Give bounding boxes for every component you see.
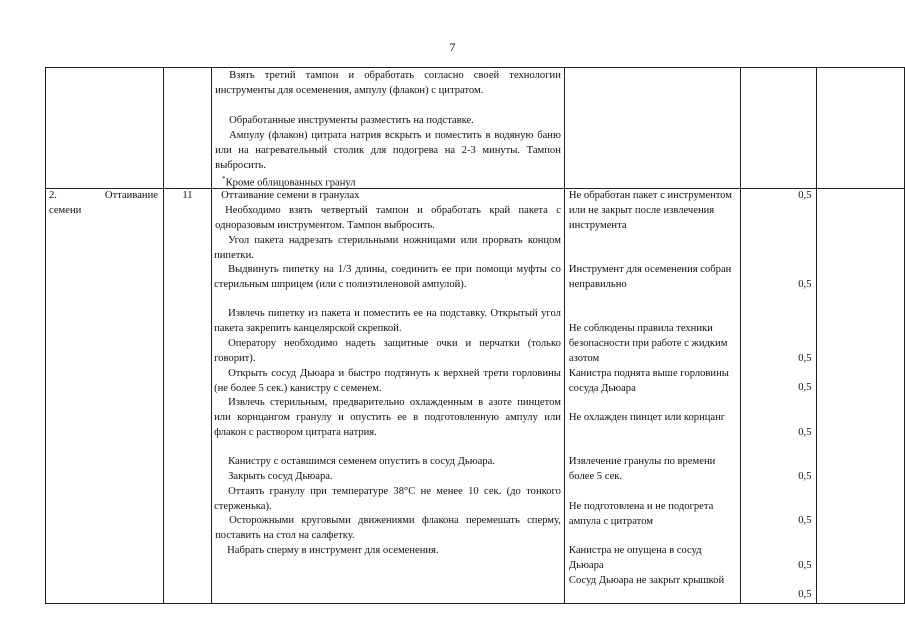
action-paragraph: Оттаять гранулу при температуре 38°С не менее 10 сек. (до тонкого стерженька). [214, 486, 561, 512]
action-paragraph: Оператору необходимо надеть защитные очки и перчатки (только говорит). [214, 338, 561, 364]
action-paragraph: Извлечь стерильным, предварительно охлажденным в азоте пинцетом или корнцангом гранулу и опустить ее в подготовленную ампулу или флакон с раствором цитрата натрия. [214, 397, 561, 438]
action-paragraph: Угол пакета надрезать стерильными ножницами или прорвать концом пипетки. [214, 235, 561, 261]
table-row-continuation [46, 68, 905, 189]
action-paragraph: Набрать сперму в инструмент для осеменения. [227, 545, 439, 556]
error-item: Инструмент для осеменения собран неправильно [568, 264, 732, 290]
actions-cell [212, 189, 565, 604]
step-title-word: семени [49, 205, 82, 216]
duration-cell [163, 189, 211, 604]
footnote-text: Кроме облицованных гранул [225, 177, 356, 189]
action-paragraph: Извлечь пипетку из пакета и поместить ее на подставку. Открытый угол пакета закрепить канцелярской скрепкой. [214, 308, 561, 334]
step-title [49, 189, 158, 216]
action-paragraph: Канистру с оставшимся семенем опустить в сосуд Дьюара. [228, 456, 495, 467]
page-number: 7 [449, 40, 456, 54]
step-number: 2. [49, 190, 57, 201]
errors-cell-empty [564, 68, 740, 189]
step-cell-empty [46, 68, 164, 189]
score-value: 0,5 [798, 471, 812, 482]
score-value: 0,5 [798, 190, 812, 201]
step-cell [46, 189, 164, 604]
error-item: Канистра не опущена в сосуд Дьюара [568, 545, 702, 571]
score-value: 0,5 [798, 353, 812, 364]
errors-cell [564, 189, 740, 604]
score-value: 0,5 [798, 560, 812, 571]
error-item: Не охлажден пинцет или корнцанг [568, 412, 726, 423]
actions-cell-continuation [212, 68, 565, 189]
score-value: 0,5 [798, 279, 812, 290]
error-item: Канистра поднята выше горловины сосуда Дьюара [568, 368, 729, 394]
score-value: 0,5 [798, 382, 812, 393]
footnote-mark: * [222, 175, 226, 183]
extra-cell-empty [816, 68, 905, 189]
action-paragraph: Обработанные инструменты разместить на подставке. [229, 115, 474, 126]
action-paragraph: Закрыть сосуд Дьюара. [228, 471, 333, 482]
error-item: Извлечение гранулы по времени более 5 сек. [568, 456, 716, 482]
score-cell [740, 189, 816, 604]
step-title-word: Оттаивание [104, 190, 158, 201]
score-cell-empty [740, 68, 816, 189]
action-paragraph: Открыть сосуд Дьюара и быстро подтянуть к верхней трети горловины (не более 5 сек.) канистру с семенем. [214, 368, 561, 394]
error-item: Не подготовлена и не подогрета ампула с цитратом [568, 501, 714, 527]
error-item: Не соблюдены правила техники безопасности при работе с жидким азотом [568, 323, 728, 364]
score-value: 0,5 [798, 427, 812, 438]
action-paragraph: Необходимо взять четвертый тампон и обработать край пакета с одноразовым инструментом. Тампон выбросить. [215, 205, 561, 231]
action-paragraph: Ампулу (флакон) цитрата натрия вскрыть и поместить в водяную баню или на нагревательный столик для подогрева на 2-3 минуты. Тампон выбросить. [215, 130, 561, 171]
score-value: 0,5 [798, 589, 812, 600]
step-duration: 11 [182, 190, 193, 201]
score-value: 0,5 [798, 515, 812, 526]
procedure-table [45, 67, 905, 604]
duration-cell-empty [163, 68, 211, 189]
action-paragraph: Взять третий тампон и обработать согласно своей технологии инструменты для осеменения, ампулу (флакон) с цитратом. [215, 70, 561, 96]
action-heading: Оттаивание семени в гранулах [221, 190, 360, 201]
error-item: Не обработан пакет с инструментом или не закрыт после извлечения инструмента [568, 190, 732, 231]
extra-cell-empty [816, 189, 905, 604]
error-item: Сосуд Дьюара не закрыт крышкой [568, 575, 725, 586]
table-row-step-2 [46, 189, 905, 604]
action-paragraph: Осторожными круговыми движениями флакона перемешать сперму, поставить на стол на салфетку. [215, 515, 561, 541]
action-paragraph: Выдвинуть пипетку на 1/3 длины, соединить ее при помощи муфты со стерильным шприцем (или с полиэтиленовой ампулой). [214, 264, 561, 290]
